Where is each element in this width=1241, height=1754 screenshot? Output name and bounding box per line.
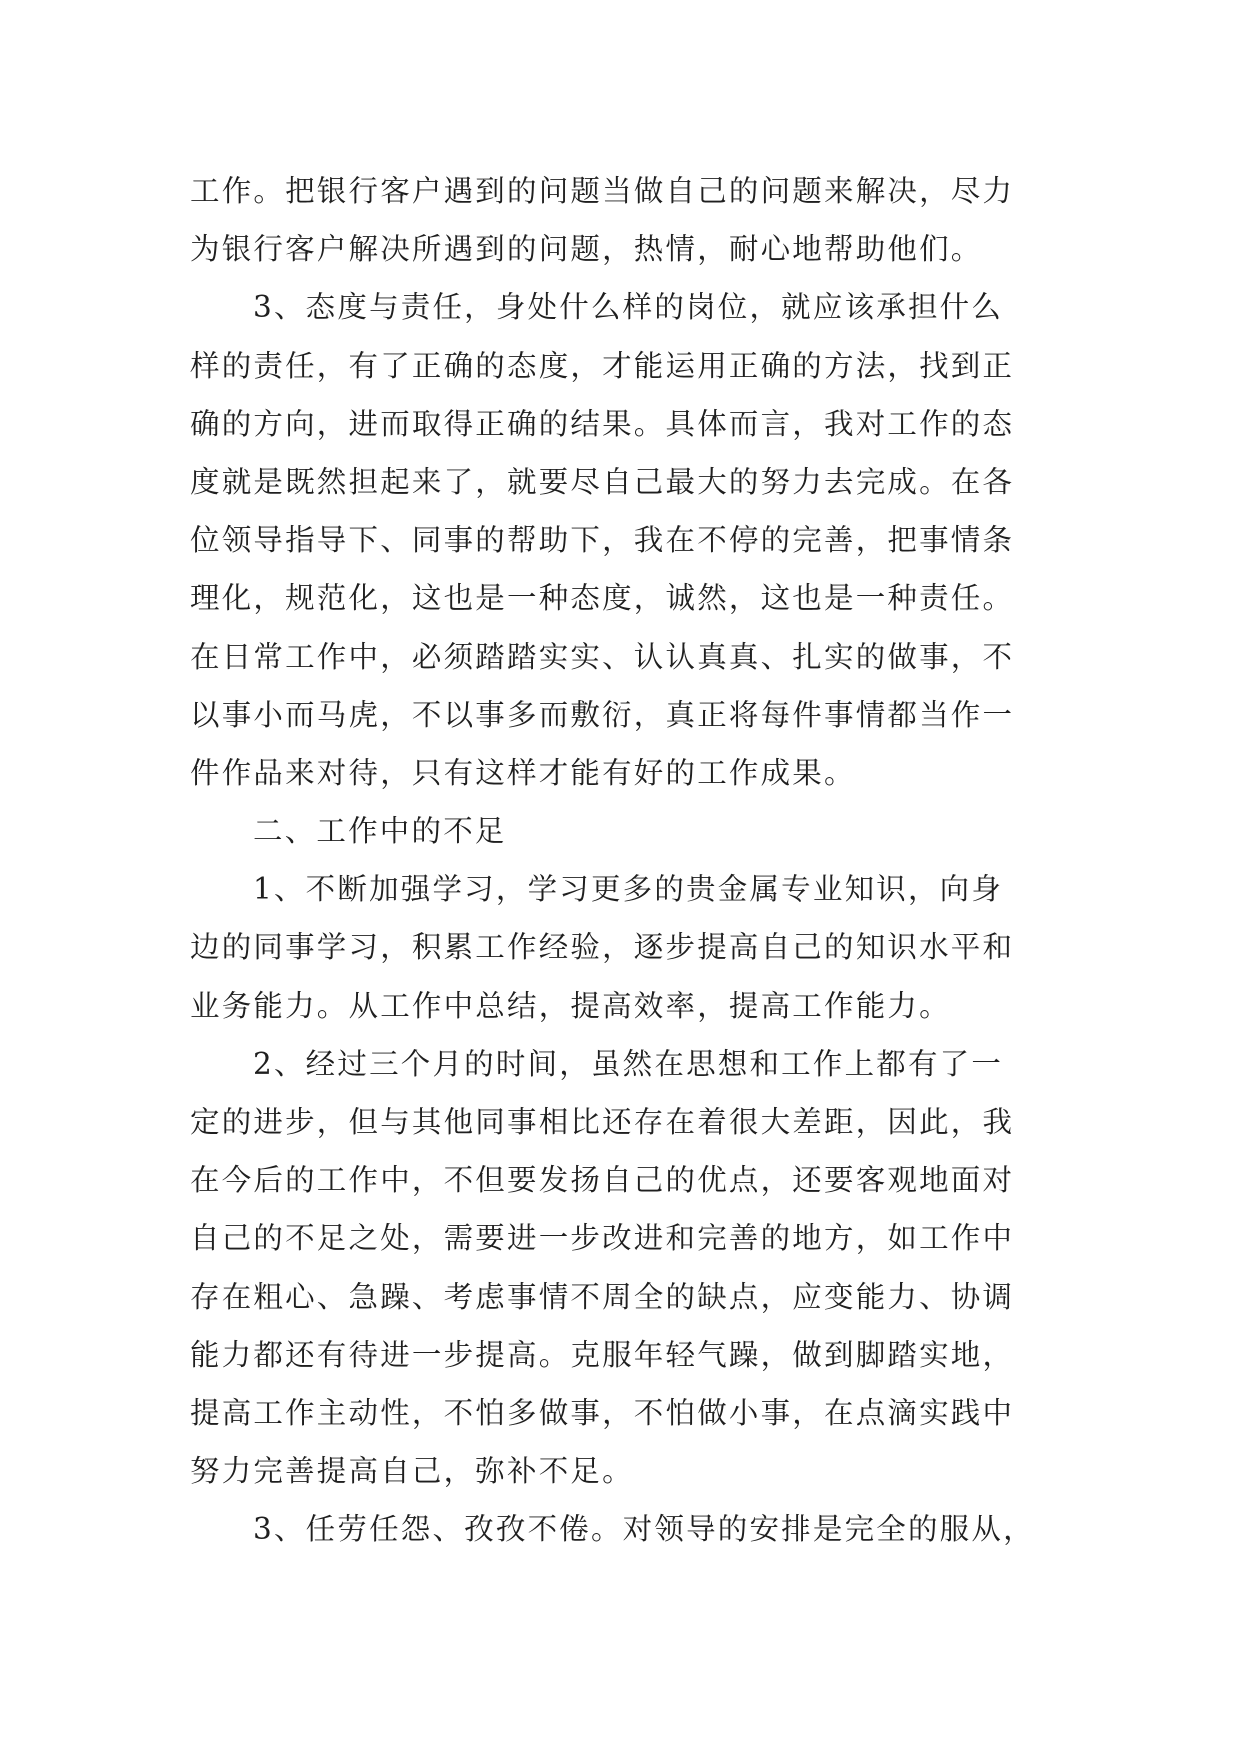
text-line: 为银行客户解决所遇到的问题，热情，耐心地帮助他们。 [190,232,983,267]
text-line: 以事小而马虎，不以事多而敷衍，真正将每件事情都当作一 [190,697,1015,732]
paragraph-start-line: 2、经过三个月的时间，虽然在思想和工作上都有了一 [253,1046,1004,1081]
paragraph-start-line: 3、态度与责任，身处什么样的岗位，就应该承担什么 [253,290,1004,325]
text-line: 能力都还有待进一步提高。克服年轻气躁，做到脚踏实地， [190,1337,1015,1372]
text-line: 位领导指导下、同事的帮助下，我在不停的完善，把事情条 [190,523,1015,558]
text-line: 提高工作主动性，不怕多做事，不怕做小事，在点滴实践中 [190,1395,1015,1430]
paragraph-start-line: 3、任劳任怨、孜孜不倦。对领导的安排是完全的服从， [253,1512,1035,1547]
text-line: 度就是既然担起来了，就要尽自己最大的努力去完成。在各 [190,464,1015,499]
text-line: 在今后的工作中，不但要发扬自己的优点，还要客观地面对 [190,1163,1015,1198]
text-line: 定的进步，但与其他同事相比还存在着很大差距，因此，我 [190,1105,1015,1139]
text-line: 工作。把银行客户遇到的问题当做自己的问题来解决，尽力 [190,174,1015,208]
text-line: 件作品来对待，只有这样才能有好的工作成果。 [190,755,856,790]
text-line: 样的责任，有了正确的态度，才能运用正确的方法，找到正 [190,348,1015,383]
document-body [190,162,1060,1559]
section-heading: 二、工作中的不足 [253,814,507,849]
text-line: 在日常工作中，必须踏踏实实、认认真真、扎实的做事，不 [190,639,1015,674]
text-line: 业务能力。从工作中总结，提高效率，提高工作能力。 [190,988,951,1023]
paragraph-start-line: 1、不断加强学习，学习更多的贵金属专业知识，向身 [253,872,1004,907]
text-line: 边的同事学习，积累工作经验，逐步提高自己的知识水平和 [190,930,1015,965]
text-line: 自己的不足之处，需要进一步改进和完善的地方，如工作中 [190,1221,1015,1256]
text-line: 努力完善提高自己，弥补不足。 [190,1454,634,1489]
text-line: 存在粗心、急躁、考虑事情不周全的缺点，应变能力、协调 [190,1279,1015,1314]
text-line: 理化，规范化，这也是一种态度，诚然，这也是一种责任。 [190,581,1015,616]
text-line: 确的方向，进而取得正确的结果。具体而言，我对工作的态 [190,406,1015,441]
